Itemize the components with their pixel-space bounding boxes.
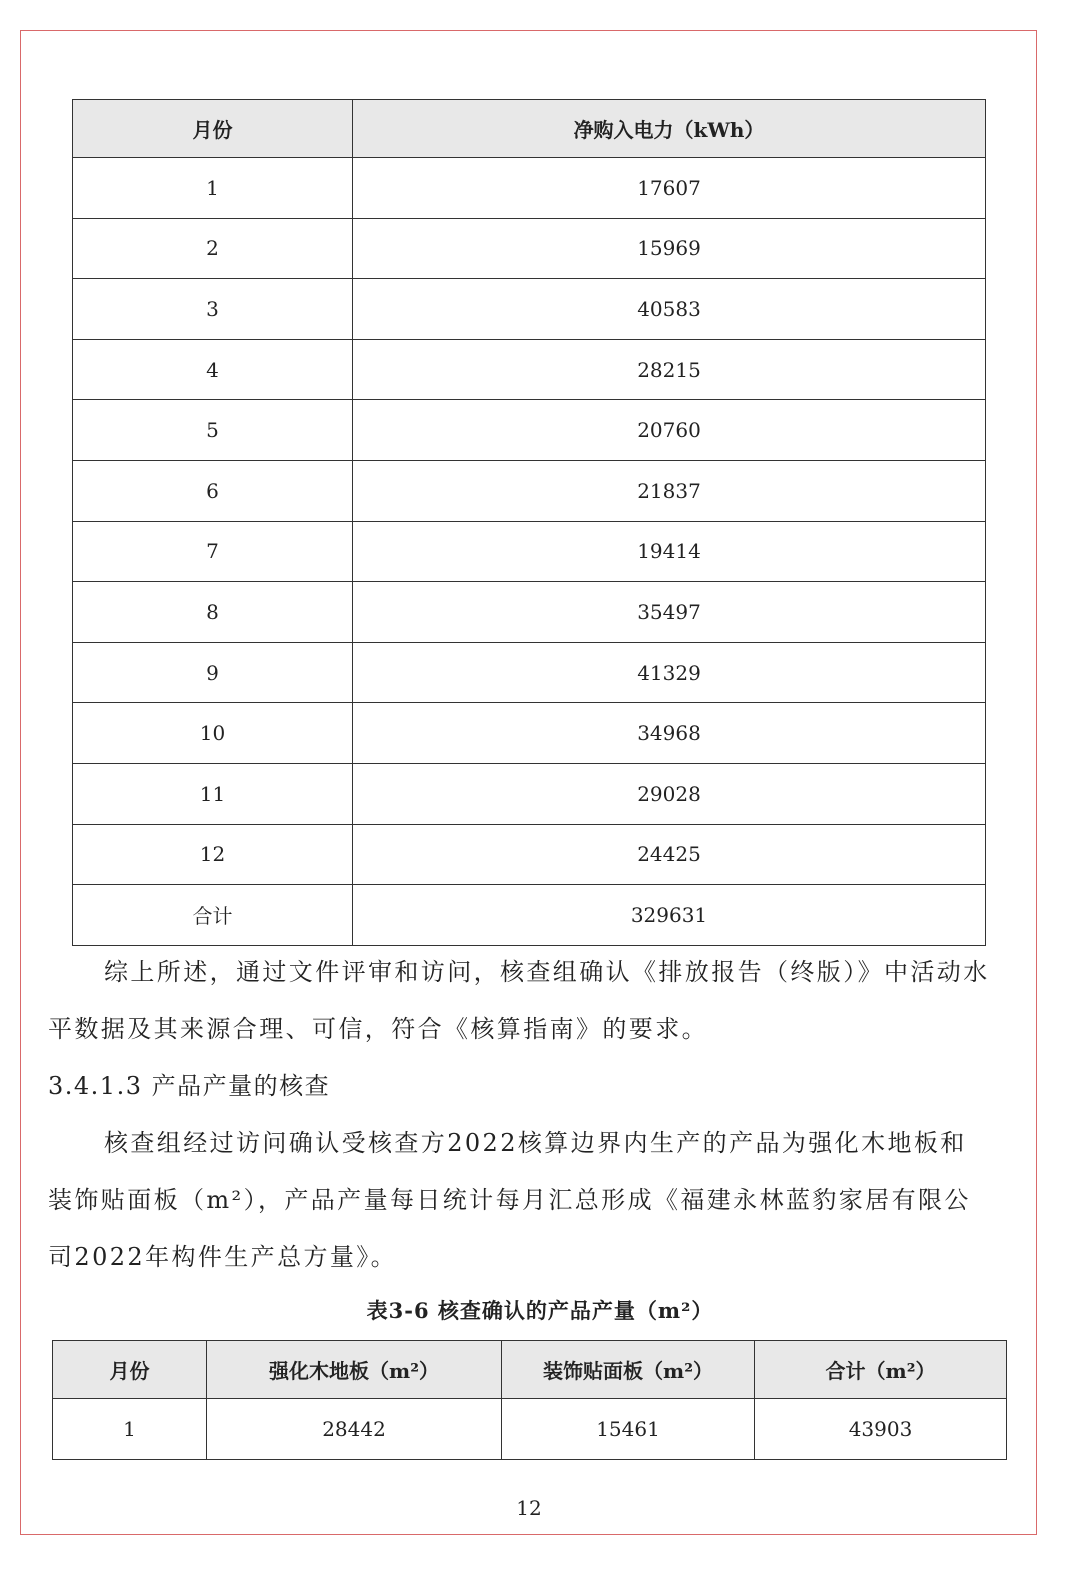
- power-cell: 28215: [353, 339, 986, 400]
- column-header-decorative-panel: 装饰贴面板（m²）: [502, 1341, 755, 1399]
- power-cell: 34968: [353, 703, 986, 764]
- month-cell: 1: [53, 1399, 207, 1460]
- table-row: [73, 763, 986, 824]
- power-table: [72, 99, 986, 946]
- total-value-cell: 329631: [353, 885, 986, 946]
- table-row: [73, 400, 986, 461]
- column-header-power: 净购入电力（kWh）: [353, 100, 986, 158]
- month-cell: 4: [73, 339, 353, 400]
- power-cell: 15969: [353, 218, 986, 279]
- column-header-month: 月份: [73, 100, 353, 158]
- table-caption: 表3-6 核查确认的产品产量（m²）: [366, 1298, 714, 1323]
- total-cell: 43903: [755, 1399, 1007, 1460]
- column-header-laminate-flooring: 强化木地板（m²）: [207, 1341, 502, 1399]
- table-row: [53, 1399, 1007, 1460]
- month-cell: 8: [73, 582, 353, 643]
- table-row: [73, 824, 986, 885]
- month-cell: 11: [73, 763, 353, 824]
- power-cell: 19414: [353, 521, 986, 582]
- power-cell: 21837: [353, 460, 986, 521]
- power-cell: 20760: [353, 400, 986, 461]
- table-row: [73, 703, 986, 764]
- month-cell: 5: [73, 400, 353, 461]
- table-row: [73, 642, 986, 703]
- month-cell: 6: [73, 460, 353, 521]
- paragraph-summary-line2: 平数据及其来源合理、可信，符合《核算指南》的要求。: [48, 1015, 708, 1043]
- power-cell: 17607: [353, 158, 986, 219]
- table-header-row: [73, 100, 986, 158]
- total-label-cell: 合计: [73, 885, 353, 946]
- laminate-flooring-cell: 28442: [207, 1399, 502, 1460]
- paragraph-summary-line1: 综上所述，通过文件评审和访问，核查组确认《排放报告（终版）》中活动水: [104, 958, 990, 986]
- table-row: [73, 460, 986, 521]
- power-cell: 29028: [353, 763, 986, 824]
- table-row: [73, 158, 986, 219]
- table-header-row: [53, 1341, 1007, 1399]
- decorative-panel-cell: 15461: [502, 1399, 755, 1460]
- month-cell: 3: [73, 279, 353, 340]
- column-header-month: 月份: [53, 1341, 207, 1399]
- power-cell: 24425: [353, 824, 986, 885]
- paragraph-product-line1: 核查组经过访问确认受核查方2022核算边界内生产的产品为强化木地板和: [104, 1129, 967, 1157]
- month-cell: 1: [73, 158, 353, 219]
- power-cell: 35497: [353, 582, 986, 643]
- paragraph-product-line3: 司2022年构件生产总方量》。: [48, 1243, 398, 1271]
- section-heading: 3.4.1.3 产品产量的核查: [48, 1072, 331, 1100]
- table-row: [73, 339, 986, 400]
- table-row: [73, 279, 986, 340]
- product-table: [52, 1340, 1007, 1460]
- column-header-total: 合计（m²）: [755, 1341, 1007, 1399]
- month-cell: 12: [73, 824, 353, 885]
- month-cell: 2: [73, 218, 353, 279]
- table-row: [73, 218, 986, 279]
- paragraph-product-line2: 装饰贴面板（m²），产品产量每日统计每月汇总形成《福建永林蓝豹家居有限公: [48, 1186, 971, 1214]
- month-cell: 10: [73, 703, 353, 764]
- table-row: [73, 521, 986, 582]
- month-cell: 9: [73, 642, 353, 703]
- table-row: [73, 582, 986, 643]
- power-cell: 41329: [353, 642, 986, 703]
- month-cell: 7: [73, 521, 353, 582]
- power-cell: 40583: [353, 279, 986, 340]
- total-row: [73, 885, 986, 946]
- page-number: 12: [516, 1496, 542, 1520]
